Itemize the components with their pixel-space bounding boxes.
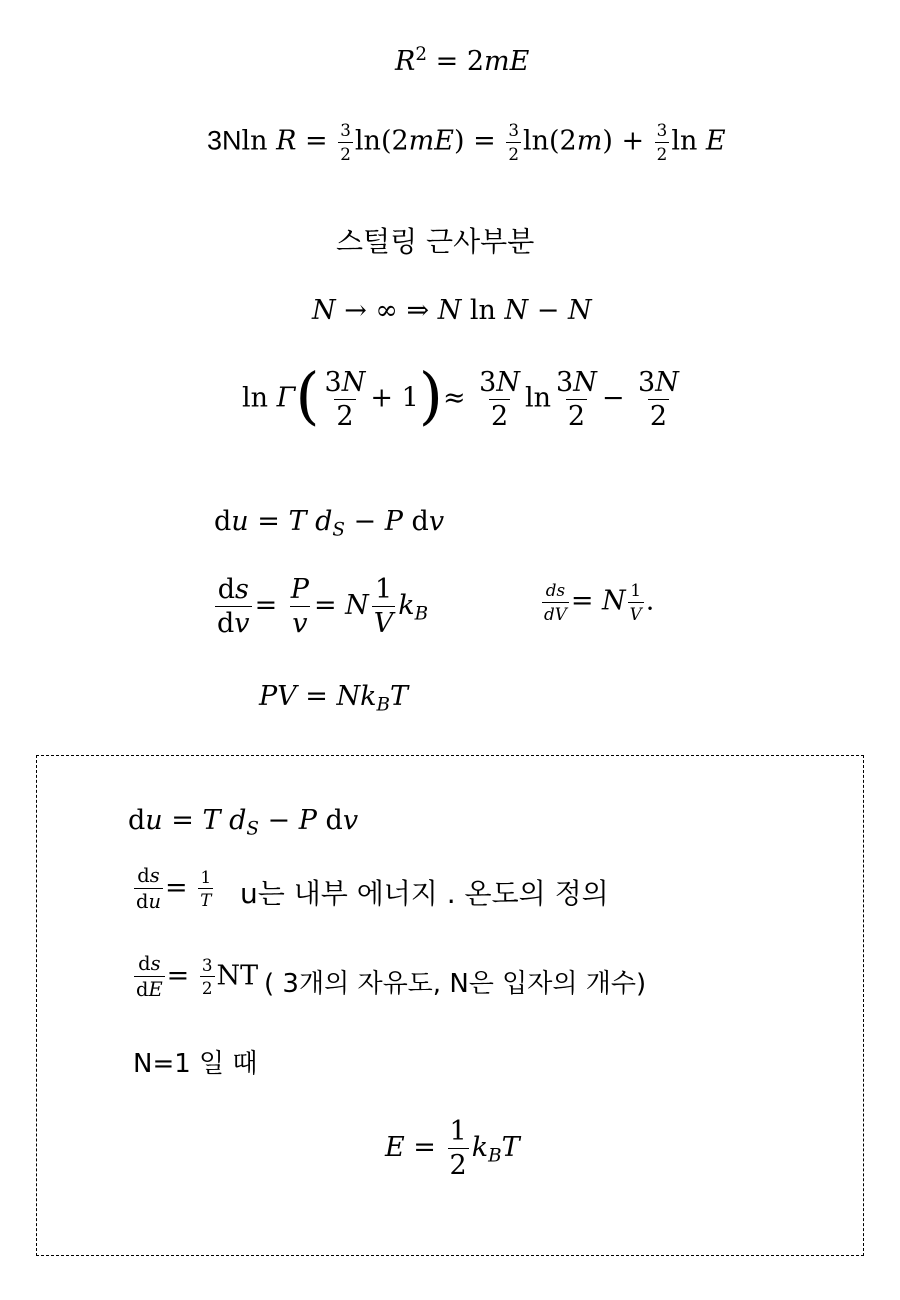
- box-equation-temperature: $\frac{ds}{du}$ = $\frac{1}{T}$: [136, 864, 212, 914]
- equation-entropy-volume: $\frac{ds}{dV}$ = N $\frac{1}{V}$ .: [544, 580, 655, 624]
- equation-ideal-gas: PV = $Nk_BT$: [259, 681, 408, 716]
- box-equation-first-law: du = T $d_S - P$ dv: [128, 805, 359, 840]
- box-equation-energy: $\frac{ds}{dE}$ = $\frac{3}{2}$ NT: [136, 952, 259, 1002]
- box-equation-energy-result: E = $\frac{1}{2}$ $k_BT$: [385, 1116, 520, 1181]
- case-label: N=1 일 때: [133, 1049, 258, 1079]
- equation-stirling-gamma: ln Γ( $\frac{3N}{2}$ + 1)≈ $\frac{3N}{2}$ ln $\frac{3N}{2}$ − $\frac{3N}{2}$: [242, 359, 679, 432]
- note-internal-energy: u는 내부 에너지 . 온도의 정의: [240, 877, 609, 910]
- note-degrees-of-freedom: ( 3개의 자유도, N은 입자의 개수): [264, 969, 647, 999]
- equation-first-law: du = T $d_S - P$ dv: [214, 506, 445, 541]
- equation-stirling-limit: N → ∞ ⇒ N ln N − N: [312, 295, 592, 326]
- section-heading: 스털링 근사부분: [336, 225, 535, 258]
- equation-log-radius: 3Nln R = $\frac{3}{2}$ ln(2mE) = $\frac{3}{2}$ ln(2m) + $\frac{3}{2}$ ln E: [207, 120, 726, 164]
- equation-r-squared: $R^2 = 2mE$: [395, 43, 530, 77]
- equation-pressure-entropy: $\frac{ds}{dv}$ = $\frac{P}{v}$ = N $\frac{1}{V}$ $k_B$: [217, 574, 429, 639]
